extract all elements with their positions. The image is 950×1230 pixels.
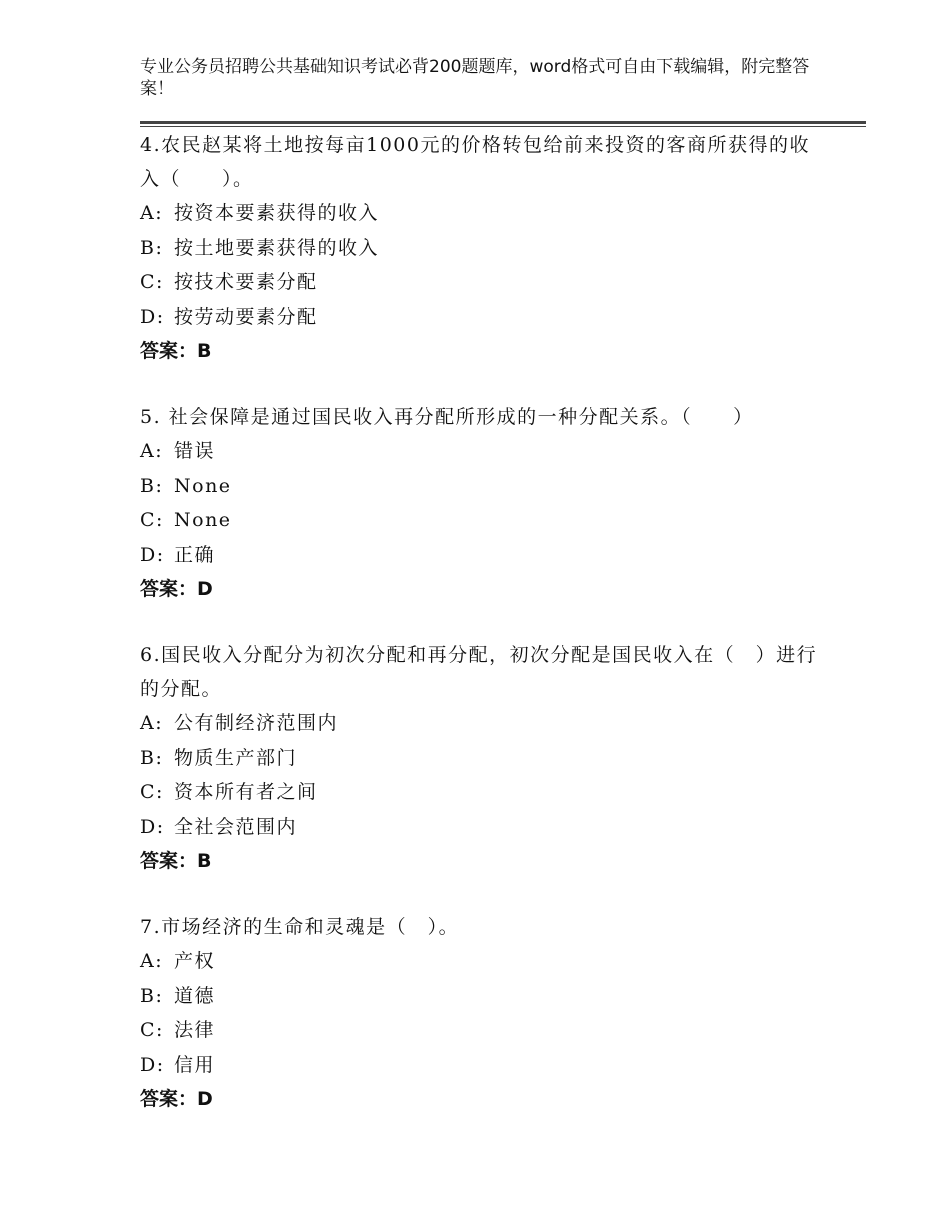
option-letter: B: (140, 984, 164, 1007)
option-text: 资本所有者之间 (174, 781, 318, 803)
header-rule-thin (140, 126, 866, 127)
option-letter: C: (140, 781, 164, 803)
option-text: 产权 (174, 950, 216, 972)
option-text: 全社会范围内 (174, 815, 298, 838)
question-stem: 7.市场经济的生命和灵魂是（ ）。 (140, 916, 460, 938)
option-a (140, 434, 830, 469)
option-letter: A: (140, 202, 164, 224)
document-header: 专业公务员招聘公共基础知识考试必背200题题库，word格式可自由下载编辑，附完整答案！ (140, 57, 810, 99)
option-letter: D: (140, 305, 165, 328)
answer-label: 答案：D (140, 578, 213, 600)
option-letter: A: (140, 440, 164, 462)
question-6 (140, 638, 830, 878)
option-d (140, 810, 830, 845)
option-c (140, 1013, 830, 1048)
option-a (140, 944, 830, 979)
option-text: None (174, 474, 232, 497)
header-rule-thick (140, 121, 866, 124)
option-d (140, 1048, 830, 1083)
option-text: 道德 (174, 984, 216, 1007)
option-letter: B: (140, 746, 164, 769)
option-letter: D: (140, 1053, 165, 1076)
question-stem: 5. 社会保障是通过国民收入再分配所形成的一种分配关系。（ ） (140, 406, 754, 428)
option-letter: D: (140, 543, 165, 566)
option-text: 法律 (174, 1019, 216, 1041)
option-text: 公有制经济范围内 (174, 712, 339, 734)
option-letter: C: (140, 509, 164, 531)
option-c (140, 775, 830, 810)
option-text: 错误 (174, 440, 216, 462)
answer-label: 答案：B (140, 850, 212, 872)
option-a (140, 706, 830, 741)
question-stem: 6.国民收入分配分为初次分配和再分配，初次分配是国民收入在（ ）进行的分配。 (140, 644, 818, 700)
question-list (140, 128, 830, 1148)
option-letter: A: (140, 950, 164, 972)
option-letter: C: (140, 271, 164, 293)
option-letter: D: (140, 815, 165, 838)
option-text: None (174, 509, 232, 531)
option-d (140, 300, 830, 335)
option-letter: B: (140, 474, 164, 497)
option-c (140, 503, 830, 538)
option-c (140, 265, 830, 300)
question-4 (140, 128, 830, 368)
answer-label: 答案：B (140, 340, 212, 362)
option-text: 物质生产部门 (174, 746, 298, 769)
option-letter: B: (140, 236, 164, 259)
option-text: 按土地要素获得的收入 (174, 236, 380, 259)
option-letter: C: (140, 1019, 164, 1041)
question-7 (140, 910, 830, 1116)
option-text: 按技术要素分配 (174, 271, 318, 293)
option-text: 按劳动要素分配 (174, 305, 318, 328)
option-b (140, 469, 830, 504)
option-a (140, 196, 830, 231)
answer-label: 答案：D (140, 1088, 213, 1110)
option-text: 信用 (174, 1053, 216, 1076)
option-letter: A: (140, 712, 164, 734)
option-b (140, 231, 830, 266)
option-b (140, 979, 830, 1014)
option-d (140, 538, 830, 573)
option-b (140, 741, 830, 776)
question-stem: 4.农民赵某将土地按每亩1000元的价格转包给前来投资的客商所获得的收入（ ）。 (140, 134, 810, 190)
option-text: 正确 (174, 543, 216, 566)
question-5 (140, 400, 830, 606)
option-text: 按资本要素获得的收入 (174, 202, 380, 224)
